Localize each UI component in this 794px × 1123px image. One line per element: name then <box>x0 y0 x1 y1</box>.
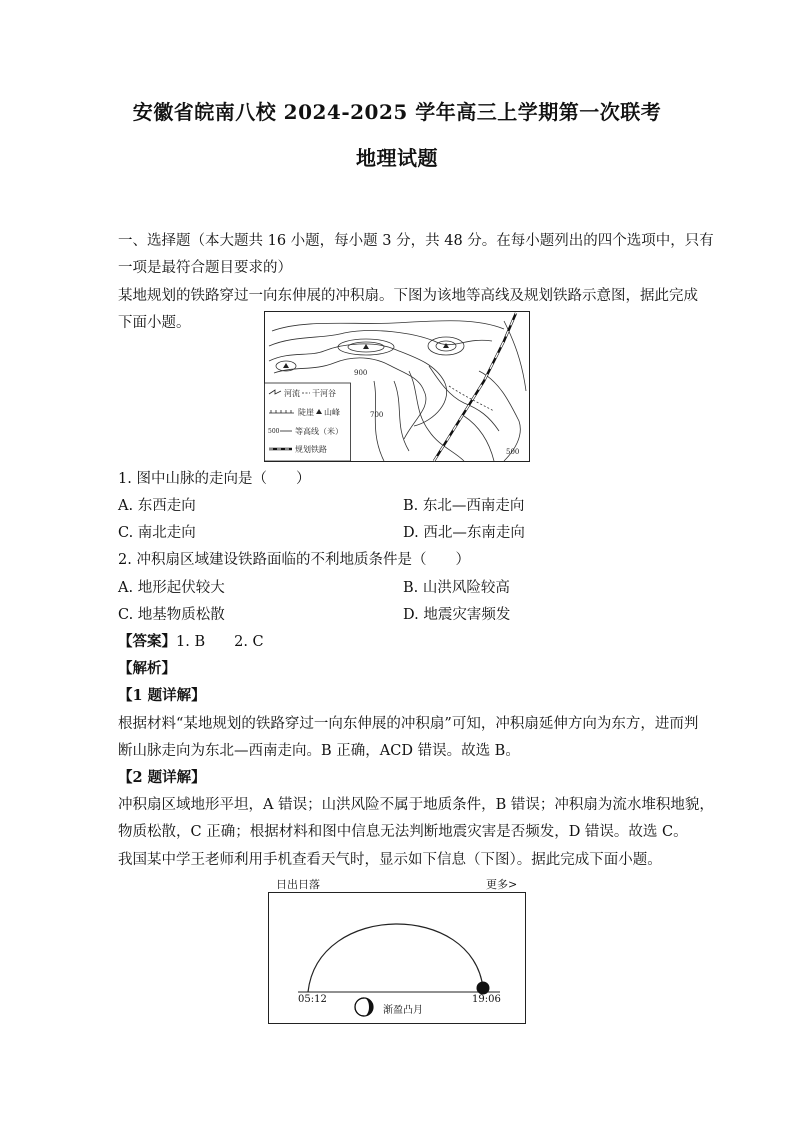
legend-contour: 等高线（米） <box>295 427 343 436</box>
question-1-option-c: C. 南北走向 <box>118 525 196 541</box>
question-2-option-a: A. 地形起伏较大 <box>118 580 225 596</box>
question-1-stem: 1. 图中山脉的走向是（ ） <box>118 471 311 487</box>
intro-text: 某地规划的铁路穿过一向东伸展的冲积扇。下图为该地等高线及规划铁路示意图，据此完成 <box>118 288 698 304</box>
sunrise-time: 05:12 <box>298 994 327 1005</box>
section-heading: 一、选择题（本大题共 16 小题，每小题 3 分，共 48 分。在每小题列出的四个选项中，只有 <box>118 233 714 249</box>
q2-detail-text-cont: 物质松散，C 正确；根据材料和图中信息无法判断地震灾害是否频发，D 错误。故选 C。 <box>118 824 688 840</box>
widget-more-link: 更多> <box>486 878 518 891</box>
q1-detail-text-cont: 断山脉走向为东北—西南走向。B 正确，ACD 错误。故选 B。 <box>118 743 520 759</box>
question-1-option-d: D. 西北—东南走向 <box>403 525 525 541</box>
legend-contour-value: 500 <box>268 428 280 435</box>
question-2-option-b: B. 山洪风险较高 <box>403 580 510 596</box>
legend-river: 河流 <box>284 389 300 398</box>
contour-label-500: 500 <box>506 448 520 456</box>
answer-values: 1. B 2. C <box>176 634 264 650</box>
question-2-option-c: C. 地基物质松散 <box>118 607 225 623</box>
contour-label-900: 900 <box>354 369 368 377</box>
question-2-option-d: D. 地震灾害频发 <box>403 607 511 623</box>
q2-detail-label: 【2 题详解】 <box>118 769 206 786</box>
contour-label-700: 700 <box>370 411 384 419</box>
next-intro-text: 我国某中学王老师利用手机查看天气时，显示如下信息（下图）。据此完成下面小题。 <box>118 852 662 868</box>
question-1-option-b: B. 东北—西南走向 <box>403 498 525 514</box>
legend-dry-valley: 干河谷 <box>312 389 336 398</box>
section-heading-cont: 一项是最符合题目要求的） <box>118 260 292 276</box>
answer-label: 【答案】 <box>118 633 176 650</box>
intro-text-cont: 下面小题。 <box>118 315 191 331</box>
legend-railway: 规划铁路 <box>295 445 327 454</box>
q1-detail-label: 【1 题详解】 <box>118 687 206 704</box>
analysis-label: 【解析】 <box>118 660 176 677</box>
question-2-stem: 2. 冲积扇区域建设铁路面临的不利地质条件是（ ） <box>118 552 470 568</box>
q1-detail-text: 根据材料“某地规划的铁路穿过一向东伸展的冲积扇”可知，冲积扇延伸方向为东方，进而判 <box>118 716 699 732</box>
widget-title: 日出日落 <box>276 878 320 891</box>
sunset-time: 19:06 <box>472 994 501 1005</box>
sun-icon <box>477 982 490 995</box>
q2-detail-text: 冲积扇区域地形平坦，A 错误；山洪风险不属于地质条件，B 错误；冲积扇为流水堆积地貌， <box>118 797 714 813</box>
legend-peak: 山峰 <box>324 408 340 417</box>
contour-map <box>264 311 530 462</box>
page-subtitle: 地理试题 <box>356 146 438 170</box>
moon-icon <box>355 998 373 1016</box>
answer-row <box>118 630 264 651</box>
page-title: 安徽省皖南八校 2024-2025 学年高三上学期第一次联考 <box>132 100 662 124</box>
question-1-option-a: A. 东西走向 <box>118 498 196 514</box>
moon-phase-label: 渐盈凸月 <box>383 1005 423 1016</box>
legend-cliff: 陡崖 <box>298 408 314 417</box>
map-legend <box>265 383 351 461</box>
